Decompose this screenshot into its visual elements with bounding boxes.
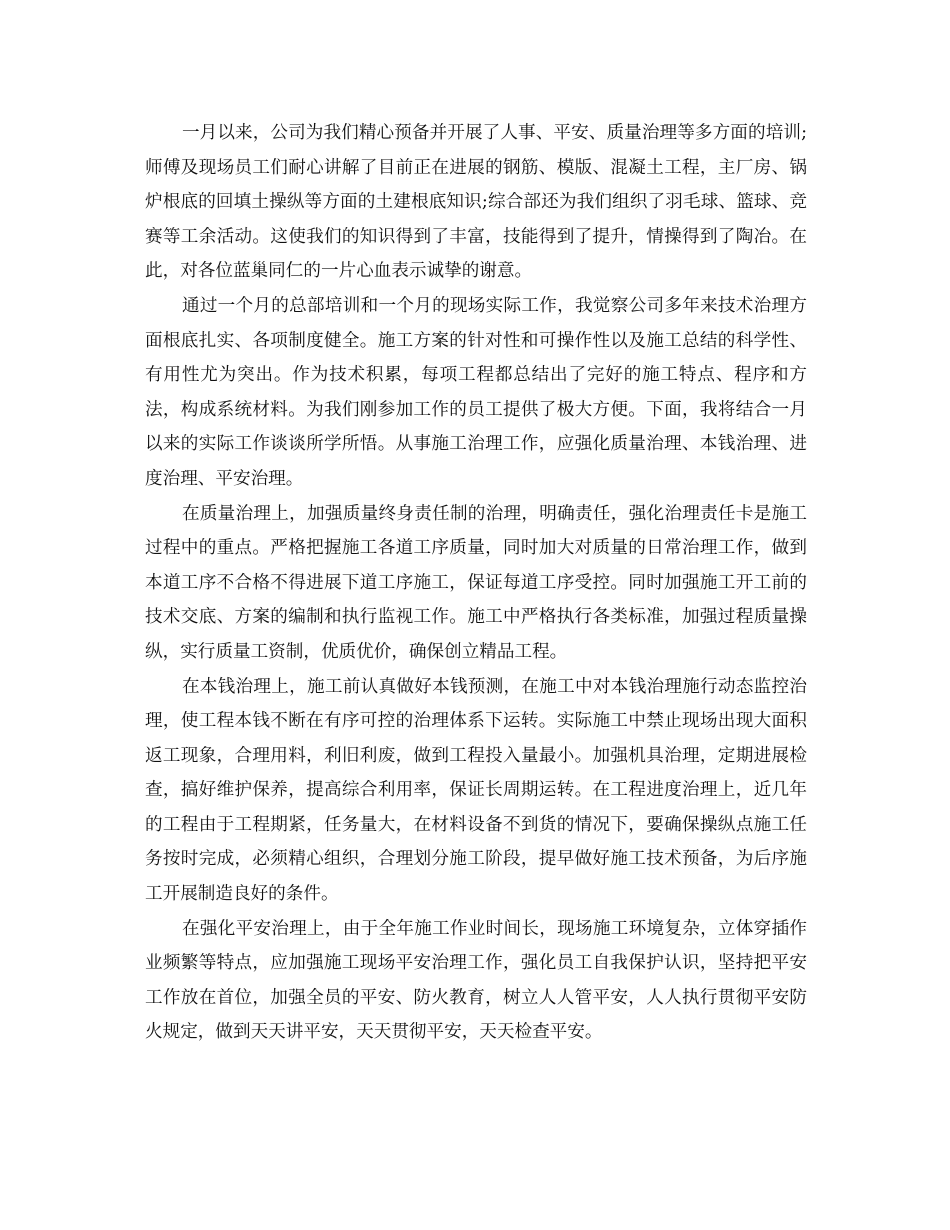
paragraph-training: 一月以来，公司为我们精心预备并开展了人事、平安、质量治理等多方面的培训;师傅及现场员工们耐心讲解了目前正在进展的钢筋、模版、混凝土工程，主厂房、锅炉根底的回填土操纵等方面的土建根底知识;综合部还为我们组织了羽毛球、篮球、竞赛等工余活动。这使我们的知识得到了丰富，技能得到了提升，情操得到了陶冶。在此，对各位蓝巢同仁的一片心血表示诚挚的谢意。 (145, 123, 807, 282)
paragraph-safety-management: 在强化平安治理上，由于全年施工作业时间长，现场施工环境复杂，立体穿插作业频繁等特点，应加强施工现场平安治理工作，强化员工自我保护认识，坚持把平安工作放在首位，加强全员的平安、防火教育，树立人人管平安，人人执行贯彻平安防火规定，做到天天讲平安，天天贯彻平安，天天检查平安。 (145, 918, 807, 1043)
paragraph-cost-progress-management: 在本钱治理上，施工前认真做好本钱预测，在施工中对本钱治理施行动态监控治理，使工程本钱不断在有序可控的治理体系下运转。实际施工中禁止现场出现大面积返工现象，合理用料，利旧利废，做到工程投入量最小。加强机具治理，定期进展检查，搞好维护保养，提高综合利用率，保证长周期运转。在工程进度治理上，近几年的工程由于工程期紧，任务量大，在材料设备不到货的情况下，要确保操纵点施工任务按时完成，必须精心组织，合理划分施工阶段，提早做好施工技术预备，为后序施工开展制造良好的条件。 (145, 676, 807, 905)
paragraph-quality-management: 在质量治理上，加强质量终身责任制的治理，明确责任，强化治理责任卡是施工过程中的重点。严格把握施工各道工序质量，同时加大对质量的日常治理工作，做到本道工序不合格不得进展下道工序施工，保证每道工序受控。同时加强施工开工前的技术交底、方案的编制和执行监视工作。施工中严格执行各类标准，加强过程质量操纵，实行质量工资制，优质优价，确保创立精品工程。 (145, 503, 807, 662)
paragraph-technical-management: 通过一个月的总部培训和一个月的现场实际工作，我觉察公司多年来技术治理方面根底扎实、各项制度健全。施工方案的针对性和可操作性以及施工总结的科学性、有用性尤为突出。作为技术积累，每项工程都总结出了完好的施工特点、程序和方法，构成系统材料。为我们刚参加工作的员工提供了极大方便。下面，我将结合一月以来的实际工作谈谈所学所悟。从事施工治理工作，应强化质量治理、本钱治理、进度治理、平安治理。 (145, 295, 807, 489)
document-body (145, 116, 807, 1050)
